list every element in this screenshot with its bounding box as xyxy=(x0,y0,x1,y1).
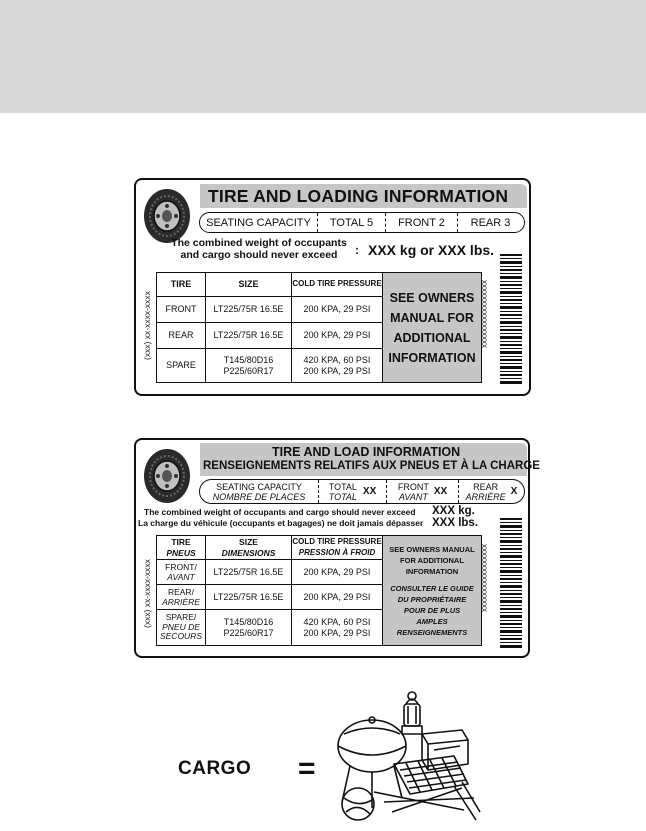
header-size: SIZE xyxy=(206,273,292,297)
weight-value-kg: XXX kg. xyxy=(432,505,475,517)
weight-statement-line2: and cargo should never exceed xyxy=(180,249,338,261)
header-pressure xyxy=(292,536,383,560)
seating-front-value: XX xyxy=(433,485,448,497)
tire-pressure: 200 KPA, 29 PSI xyxy=(292,323,383,349)
spare-size-2: P225/60R17 xyxy=(223,365,274,376)
front-cell xyxy=(385,213,457,232)
header-size-fr: DIMENSIONS xyxy=(221,547,276,558)
tire-position-fr: PNEU DE xyxy=(162,621,200,632)
seating-rear-value: X xyxy=(510,485,518,497)
side-code: (xxx) xx-xxxx-xxxx xyxy=(142,559,152,628)
spare-size-1: T145/80D16 xyxy=(223,355,274,365)
tire-size xyxy=(206,610,292,646)
rear-cell xyxy=(457,213,523,232)
owner-line-en: INFORMATION xyxy=(405,566,459,576)
right-code: xxxxxxxxxxxxxxxxx xyxy=(480,280,489,348)
header-pressure-en: COLD TIRE PRESSURE xyxy=(292,537,382,546)
seating-capacity-cell xyxy=(200,213,317,232)
weight-statement-line1: The combined weight of occupants xyxy=(171,237,347,249)
seating-row xyxy=(199,479,525,504)
tire-position: REAR xyxy=(157,323,206,349)
cargo-label: CARGO xyxy=(178,758,252,779)
tire-icon xyxy=(142,447,192,505)
seating-front: FRONT xyxy=(397,481,429,492)
owner-line-fr: CONSULTER LE GUIDE xyxy=(390,583,474,593)
barcode-icon xyxy=(500,254,522,386)
seating-total: TOTAL xyxy=(328,481,357,492)
weight-statement-en: The combined weight of occupants and cargo should never exceed xyxy=(144,507,416,517)
spare-size-2: P225/60R17 xyxy=(223,627,274,638)
seating-front-fr: AVANT xyxy=(398,491,428,502)
seating-capacity-cell xyxy=(200,480,318,503)
label-title-fr: RENSEIGNEMENTS RELATIFS AUX PNEUS ET À LA CHARGE xyxy=(203,460,540,472)
header-tire: TIRE xyxy=(157,273,206,297)
side-code: (xxx) xx-xxxx-xxxx xyxy=(142,291,152,360)
weight-value: XXX kg or XXX lbs. xyxy=(368,242,495,258)
header-size-en: SIZE xyxy=(239,537,258,547)
owners-manual-note xyxy=(383,273,482,383)
tire-position-en: FRONT/ xyxy=(165,561,197,572)
tire-pressure: 200 KPA, 29 PSI xyxy=(292,297,383,323)
cargo-items-illustration-icon xyxy=(334,690,484,826)
owner-line: MANUAL FOR xyxy=(390,310,474,325)
rear-cell xyxy=(458,480,524,503)
seating-capacity: SEATING CAPACITY xyxy=(206,216,311,229)
weight-statement xyxy=(138,507,428,529)
spare-pressure-1: 420 KPA, 60 PSI xyxy=(303,355,371,365)
tire-position xyxy=(157,560,206,585)
label-title: TIRE AND LOADING INFORMATION xyxy=(208,186,509,206)
weight-statement xyxy=(166,237,352,261)
owners-manual-note xyxy=(383,536,482,646)
barcode-icon xyxy=(500,518,522,648)
tire-size: LT225/75R 16.5E xyxy=(206,585,292,610)
tire-loading-label-bilingual xyxy=(134,438,540,658)
tire-pressure: 200 KPA, 29 PSI xyxy=(292,560,383,585)
seating-total: TOTAL 5 xyxy=(329,216,374,229)
owner-line: INFORMATION xyxy=(388,350,476,365)
weight-value-lbs: XXX lbs. xyxy=(432,517,479,529)
seating-capacity-fr: NOMBRE DE PLACES xyxy=(212,491,306,502)
owner-line-fr: DU PROPRIÉTAIRE xyxy=(397,594,467,604)
header-pressure-fr: PRESSION À FROID xyxy=(298,547,376,557)
tire-position-fr: ARRIÈRE xyxy=(162,597,200,607)
seating-row xyxy=(199,212,525,233)
seating-total-value: XX xyxy=(362,485,377,497)
tire-position xyxy=(157,610,206,646)
tire-loading-label-english xyxy=(134,178,531,396)
owner-line-en: FOR ADDITIONAL xyxy=(400,555,464,565)
tire-pressure xyxy=(292,349,383,383)
weight-statement-fr: La charge du véhicule (occupants et bagages) ne doit jamais dépasser xyxy=(138,518,424,528)
tire-table xyxy=(156,272,482,383)
seating-rear-fr: ARRIÈRE xyxy=(465,491,506,502)
tire-position: SPARE xyxy=(157,349,206,383)
header-tire-fr: PNEUS xyxy=(166,547,196,558)
owner-line-fr: AMPLES xyxy=(416,616,448,626)
spare-pressure-2: 200 KPA, 29 PSI xyxy=(303,627,371,638)
tire-pressure: 200 KPA, 29 PSI xyxy=(292,585,383,610)
header-size xyxy=(206,536,292,560)
header-pressure: COLD TIRE PRESSURE xyxy=(292,273,383,297)
tire-pressure xyxy=(292,610,383,646)
spare-pressure-2: 200 KPA, 29 PSI xyxy=(303,365,371,376)
tire-position: FRONT xyxy=(157,297,206,323)
total-cell xyxy=(318,480,386,503)
owner-line: SEE OWNERS xyxy=(389,290,475,305)
spare-size-1: T145/80D16 xyxy=(223,617,274,627)
owner-line: ADDITIONAL xyxy=(393,330,471,345)
tire-position-en: REAR/ xyxy=(168,586,194,597)
total-cell xyxy=(317,213,385,232)
owner-line-en: SEE OWNERS MANUAL xyxy=(389,544,475,554)
tire-size: LT225/75R 16.5E xyxy=(206,323,292,349)
tire-table xyxy=(156,535,482,646)
header-tire xyxy=(157,536,206,560)
tire-position-fr2: SECOURS xyxy=(159,631,203,642)
owner-line-fr: RENSEIGNEMENTS xyxy=(396,627,468,637)
tire-size: LT225/75R 16.5E xyxy=(206,560,292,585)
seating-rear: REAR xyxy=(473,481,499,492)
spare-pressure-1: 420 KPA, 60 PSI xyxy=(303,617,371,627)
equals-sign: = xyxy=(298,752,316,785)
owner-line-fr: POUR DE PLUS xyxy=(403,605,461,615)
tire-position-fr: AVANT xyxy=(167,572,195,582)
front-cell xyxy=(386,480,458,503)
tire-position-en: SPARE/ xyxy=(165,612,197,623)
tire-size: LT225/75R 16.5E xyxy=(206,297,292,323)
tire-size xyxy=(206,349,292,383)
header-band xyxy=(0,0,646,113)
label-title-en: TIRE AND LOAD INFORMATION xyxy=(272,445,461,459)
seating-total-fr: TOTAL xyxy=(328,491,357,502)
weight-colon: : xyxy=(355,243,359,257)
right-code: xxxxxxxxxxxxxxxxx xyxy=(480,544,489,612)
seating-front: FRONT 2 xyxy=(398,216,445,229)
seating-capacity: SEATING CAPACITY xyxy=(216,481,302,492)
seating-rear: REAR 3 xyxy=(470,216,511,229)
header-tire-en: TIRE xyxy=(171,537,191,547)
tire-position xyxy=(157,585,206,610)
